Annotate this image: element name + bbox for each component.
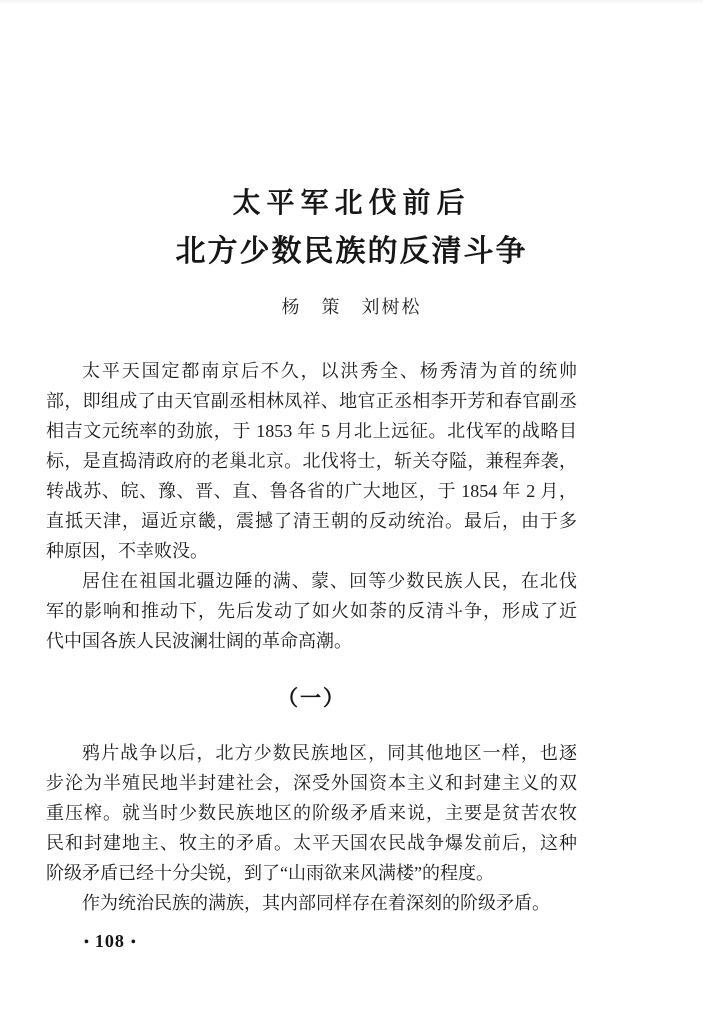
body-line: 步沦为半殖民地半封建社会，深受外国资本主义和封建主义的双	[46, 773, 577, 793]
body-line: 居住在祖国北疆边陲的满、蒙、回等少数民族人民，在北伐	[82, 571, 577, 591]
paragraph	[46, 738, 577, 888]
body-line: 相吉文元统率的劲旅，于 1853 年 5 月北上远征。北伐军的战略目	[46, 421, 577, 441]
paragraph	[46, 356, 577, 566]
body-line: 阶级矛盾已经十分尖锐，到了“山雨欲来风满楼”的程度。	[46, 863, 494, 883]
paragraph	[46, 566, 577, 656]
page-number-bullet-right: •	[130, 935, 136, 950]
body-line: 鸦片战争以后，北方少数民族地区，同其他地区一样，也逐	[82, 743, 577, 763]
article-authors: 杨 策 刘树松	[281, 297, 422, 317]
body-line: 代中国各族人民波澜壮阔的革命高潮。	[46, 631, 352, 651]
body-line: 种原因，不幸败没。	[46, 541, 208, 561]
body-line: 标，是直捣清政府的老巢北京。北伐将士，斩关夺隘，兼程奔袭，	[46, 451, 577, 471]
body-line: 太平天国定都南京后不久，以洪秀全、杨秀清为首的统帅	[82, 361, 577, 381]
body-line: 部，即组成了由天官副丞相林凤祥、地官正丞相李开芳和春官副丞	[46, 391, 577, 411]
body-line: 作为统治民族的满族，其内部同样存在着深刻的阶级矛盾。	[82, 893, 550, 913]
paragraph	[46, 888, 577, 918]
article-body	[46, 356, 577, 918]
article-title-line-2: 北方少数民族的反清斗争	[175, 235, 528, 268]
page-number-value: 108	[94, 931, 125, 951]
section-heading: （一）	[277, 686, 346, 710]
body-line: 直抵天津，逼近京畿，震撼了清王朝的反动统治。最后，由于多	[46, 511, 577, 531]
page-number-bullet-left: •	[84, 935, 89, 950]
article-title-line-1: 太平军北伐前后	[232, 188, 471, 219]
body-line: 民和封建地主、牧主的矛盾。太平天国农民战争爆发前后，这种	[46, 833, 577, 853]
body-line: 军的影响和推动下，先后发动了如火如荼的反清斗争，形成了近	[46, 601, 577, 621]
body-line: 转战苏、皖、豫、晋、直、鲁各省的广大地区，于 1854 年 2 月，	[46, 481, 577, 501]
page-number	[84, 928, 703, 956]
body-line: 重压榨。就当时少数民族地区的阶级矛盾来说，主要是贫苦农牧	[46, 803, 577, 823]
